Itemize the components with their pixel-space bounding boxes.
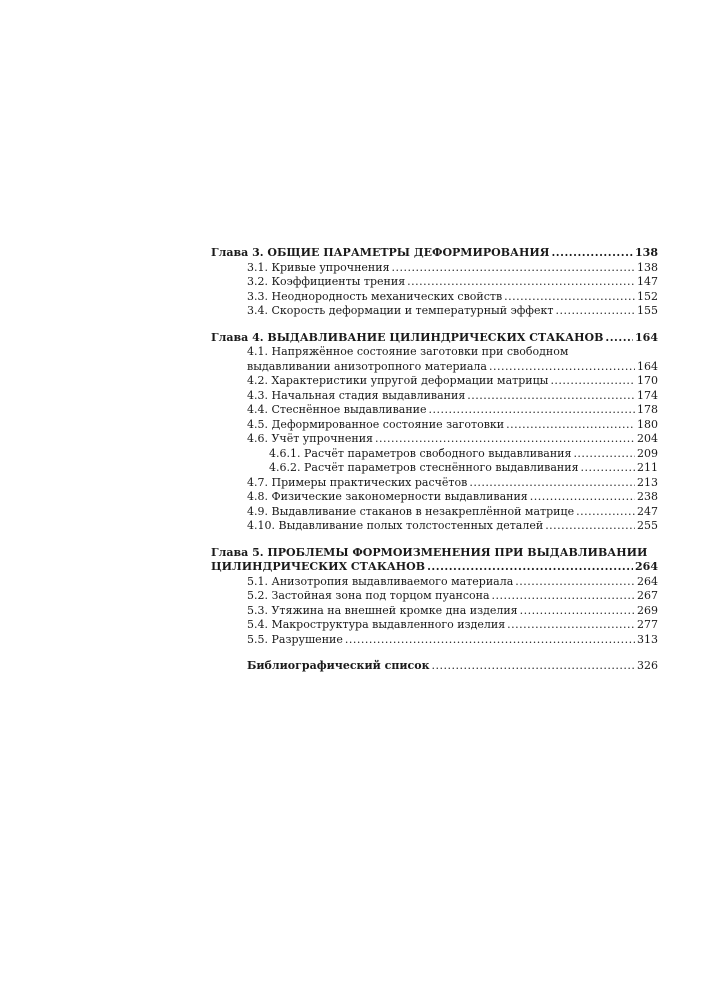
page-number: 326	[637, 659, 658, 672]
page-number: 269	[637, 603, 658, 617]
toc-entry	[211, 432, 658, 447]
dot-leader	[427, 560, 633, 575]
toc-entry	[211, 618, 658, 633]
dot-leader	[467, 389, 635, 404]
page-number: 213	[637, 475, 658, 489]
entry-title: 4.10. Выдавливание полых толстостенных деталей	[247, 519, 544, 532]
toc-entry	[211, 304, 658, 319]
entry-title: 4.9. Выдавливание стаканов в незакреплённой матрице	[247, 504, 575, 518]
table-of-contents	[211, 246, 658, 674]
toc-entry	[211, 490, 658, 505]
dot-leader	[432, 659, 635, 674]
page-number: 155	[637, 304, 658, 317]
entry-title: 5.4. Макроструктура выдавленного изделия	[247, 618, 506, 631]
dot-leader	[506, 418, 635, 433]
toc-entry	[211, 589, 658, 604]
entry-title: 4.2. Характеристики упругой деформации матрицы	[247, 374, 549, 387]
dot-leader	[605, 331, 633, 346]
page-number: 204	[637, 432, 658, 445]
page-number: 238	[637, 490, 658, 503]
page-number: 264	[637, 574, 658, 588]
dot-leader	[581, 461, 635, 476]
page-number: 138	[637, 260, 658, 274]
page-number: 209	[637, 446, 658, 460]
entry-title: 4.8. Физические закономерности выдавливания	[247, 490, 528, 503]
entry-title: 3.2. Коэффициенты трения	[247, 275, 406, 288]
bibliography-title: Библиографический список	[247, 659, 430, 672]
entry-title-line: 4.1. Напряжённое состояние заготовки при свободном	[247, 345, 569, 358]
entry-title: 4.6.1. Расчёт параметров свободного выдавливания	[269, 446, 572, 460]
entry-title: 4.6. Учёт упрочнения	[247, 432, 373, 445]
toc-entry	[211, 360, 658, 375]
dot-leader	[375, 432, 635, 447]
toc-entry	[211, 403, 658, 418]
toc-entry	[211, 575, 658, 590]
dot-leader	[345, 633, 635, 648]
chapter-title: Глава 4. ВЫДАВЛИВАНИЕ ЦИЛИНДРИЧЕСКИХ СТАКАНОВ	[211, 330, 604, 344]
chapter-title: ЦИЛИНДРИЧЕСКИХ СТАКАНОВ	[211, 560, 426, 573]
dot-leader	[469, 476, 635, 491]
chapter-title-line: Глава 5. ПРОБЛЕМЫ ФОРМОИЗМЕНЕНИЯ ПРИ ВЫДАВЛИВАНИИ	[211, 545, 648, 559]
page-number: 147	[637, 275, 658, 288]
entry-title: 3.3. Неоднородность механических свойств	[247, 289, 503, 303]
toc-entry	[211, 604, 658, 619]
dot-leader	[551, 246, 633, 261]
entry-title: 4.4. Стеснённое выдавливание	[247, 403, 427, 416]
entry-title: 4.3. Начальная стадия выдавливания	[247, 388, 466, 402]
entry-title: 4.6.2. Расчёт параметров стеснённого выдавливания	[269, 461, 579, 474]
entry-title: выдавливании анизотропного материала	[247, 359, 487, 373]
toc-entry	[211, 505, 658, 520]
dot-leader	[507, 618, 635, 633]
toc-entry	[211, 275, 658, 290]
toc-entry	[211, 389, 658, 404]
toc-entry	[211, 418, 658, 433]
toc-entry	[211, 290, 658, 305]
entry-title: 4.5. Деформированное состояние заготовки	[247, 417, 505, 431]
toc-chapter-5	[211, 560, 658, 575]
dot-leader	[489, 360, 635, 375]
entry-title: 5.5. Разрушение	[247, 632, 343, 646]
page-number: 170	[637, 374, 658, 387]
chapter-title: Глава 3. ОБЩИЕ ПАРАМЕТРЫ ДЕФОРМИРОВАНИЯ	[211, 246, 550, 259]
dot-leader	[492, 589, 635, 604]
page-number: 178	[637, 403, 658, 416]
page-number: 247	[637, 504, 658, 518]
dot-leader	[530, 490, 635, 505]
dot-leader	[545, 519, 635, 534]
page-number: 164	[635, 330, 658, 344]
page-number: 264	[635, 560, 658, 573]
toc-bibliography	[211, 659, 658, 674]
toc-entry	[211, 519, 658, 534]
dot-leader	[550, 374, 635, 389]
toc-entry	[211, 633, 658, 648]
page-number: 211	[637, 461, 658, 474]
dot-leader	[392, 261, 635, 276]
page-number: 277	[637, 618, 658, 631]
toc-subentry	[211, 461, 658, 476]
entry-title: 3.1. Кривые упрочнения	[247, 260, 390, 274]
dot-leader	[429, 403, 635, 418]
entry-title: 5.1. Анизотропия выдавливаемого материала	[247, 574, 514, 588]
dot-leader	[520, 604, 635, 619]
dot-leader	[556, 304, 636, 319]
dot-leader	[576, 505, 635, 520]
toc-chapter-4	[211, 331, 658, 346]
entry-title: 5.2. Застойная зона под торцом пуансона	[247, 589, 490, 602]
toc-entry	[211, 374, 658, 389]
toc-entry	[211, 476, 658, 491]
dot-leader	[407, 275, 635, 290]
dot-leader	[573, 447, 635, 462]
toc-entry	[211, 261, 658, 276]
page-number: 255	[637, 519, 658, 532]
page-number: 152	[637, 289, 658, 303]
page-number: 138	[635, 246, 658, 259]
entry-title: 5.3. Утяжина на внешней кромке дна изделия	[247, 603, 518, 617]
toc-chapter-3	[211, 246, 658, 261]
page-number: 174	[637, 388, 658, 402]
toc-subentry	[211, 447, 658, 462]
entry-title: 4.7. Примеры практических расчётов	[247, 475, 468, 489]
page-number: 313	[637, 632, 658, 646]
page-number: 164	[637, 359, 658, 373]
page-number: 267	[637, 589, 658, 602]
page-number: 180	[637, 417, 658, 431]
dot-leader	[504, 290, 635, 305]
entry-title: 3.4. Скорость деформации и температурный эффект	[247, 304, 554, 317]
dot-leader	[515, 575, 635, 590]
